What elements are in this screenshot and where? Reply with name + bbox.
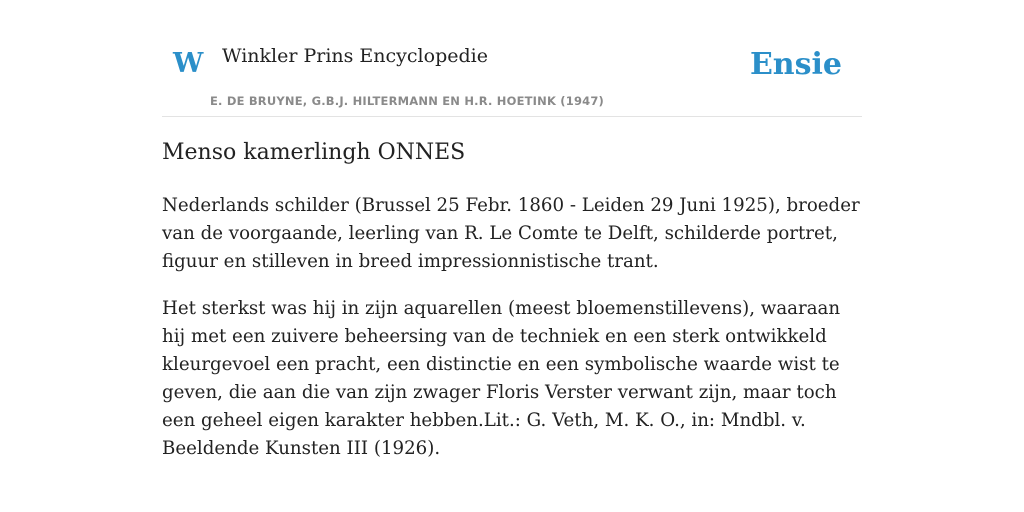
source-title[interactable]: Winkler Prins Encyclopedie <box>222 45 488 67</box>
article-title: Menso kamerlingh ONNES <box>162 140 466 165</box>
source-logo: W <box>173 48 204 79</box>
source-authors: E. DE BRUYNE, G.B.J. HILTERMANN EN H.R. HOETINK (1947) <box>210 94 605 108</box>
article-paragraph: Nederlands schilder (Brussel 25 Febr. 1860 - Leiden 29 Juni 1925), broeder van de voorgaande, leerling van R. Le Comte te Delft, schilderde portret, figuur en stilleven in breed impressionnistische trant. <box>162 195 860 272</box>
article-paragraph: Het sterkst was hij in zijn aquarellen (meest bloemenstillevens), waaraan hij met een zuivere beheersing van de techniek en een sterk ontwikkeld kleurgevoel een pracht, een distinctie en een symbolische waarde wist te geven, die aan die van zijn zwager Floris Verster verwant zijn, maar toch een geheel eigen karakter hebben.Lit.: G. Veth, M. K. O., in: Mndbl. v. Beeldende Kunsten III (1926). <box>162 298 841 459</box>
article-body <box>162 192 862 482</box>
ensie-logo-link[interactable]: Ensie <box>749 47 842 82</box>
header <box>162 0 862 117</box>
